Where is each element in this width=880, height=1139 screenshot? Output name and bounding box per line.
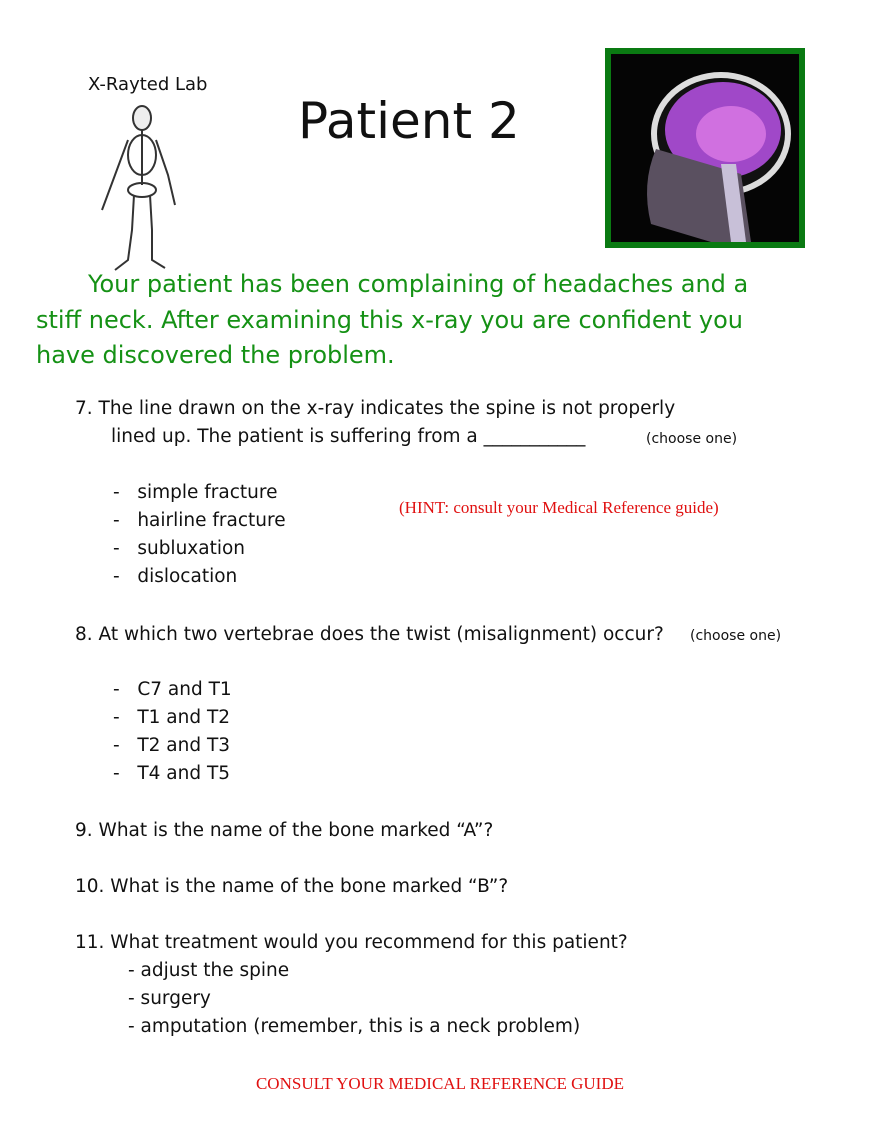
- q8-option[interactable]: T2 and T3: [137, 735, 231, 756]
- mri-image: [605, 48, 805, 248]
- q7-text: lined up. The patient is suffering from a ___________: [111, 426, 586, 447]
- q8-option[interactable]: T4 and T5: [137, 763, 231, 784]
- hint-text: (HINT: consult your Medical Reference guide): [399, 498, 719, 517]
- q8-note: (choose one): [690, 628, 782, 644]
- q7-option[interactable]: subluxation: [137, 538, 246, 559]
- intro-line: stiff neck. After examining this x-ray you are confident you: [36, 306, 744, 334]
- q7-option[interactable]: simple fracture: [137, 482, 278, 503]
- q11-text: 11. What treatment would you recommend for this patient?: [75, 932, 628, 953]
- q7-text: 7. The line drawn on the x-ray indicates the spine is not properly: [75, 398, 676, 419]
- q11-option[interactable]: - surgery: [128, 988, 211, 1009]
- q7-option[interactable]: dislocation: [137, 566, 238, 587]
- page-title: Patient 2: [298, 92, 520, 150]
- q7-note: (choose one): [646, 431, 738, 447]
- q11-option[interactable]: - adjust the spine: [128, 960, 290, 981]
- footer-note: CONSULT YOUR MEDICAL REFERENCE GUIDE: [255, 1074, 625, 1093]
- brain-mri-icon: [611, 54, 799, 242]
- q10-text: 10. What is the name of the bone marked “B”?: [75, 876, 509, 897]
- q8-option[interactable]: C7 and T1: [137, 679, 232, 700]
- q8-option[interactable]: T1 and T2: [137, 707, 231, 728]
- q8-text: 8. At which two vertebrae does the twist (misalignment) occur?: [75, 624, 664, 645]
- lab-name: X-Rayted Lab: [88, 74, 208, 95]
- q9-text: 9. What is the name of the bone marked “A”?: [75, 820, 494, 841]
- q11-option[interactable]: - amputation (remember, this is a neck problem): [128, 1016, 581, 1037]
- intro-line: Your patient has been complaining of headaches and a: [88, 270, 749, 298]
- skeleton-illustration: [80, 100, 190, 275]
- q7-option[interactable]: hairline fracture: [137, 510, 286, 531]
- intro-line: have discovered the problem.: [36, 341, 395, 369]
